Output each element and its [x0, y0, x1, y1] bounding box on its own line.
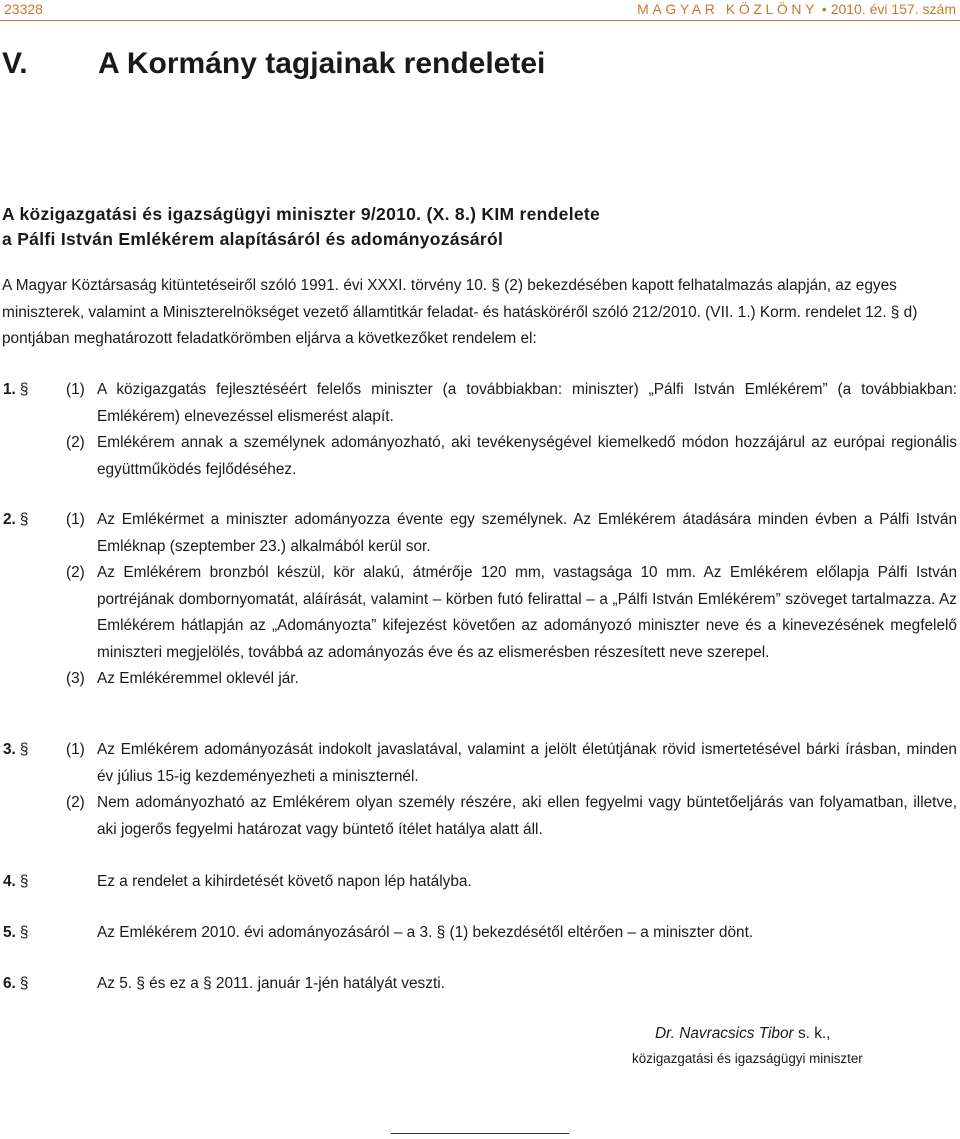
- section-heading: [0, 47, 960, 87]
- subsection-text: Az Emlékérem 2010. évi adományozásáról – a 3. § (1) bekezdésétől eltérően – a miniszter dönt.: [97, 924, 754, 941]
- paragraph-4: [0, 869, 960, 896]
- paragraph-1: [0, 377, 960, 483]
- header-rule: [0, 20, 960, 21]
- subsection: (2) Az Emlékérem bronzból készül, kör alakú, átmérője 120 mm, vastagsága 10 mm. Az Emlékérem előlapja Pálfi István portréjának dombornyomatát, aláírását, valamint – körben futó felirattal – a „Pálfi István Emlékérem” szöveget tartalmazza. Az Emlékérem hátlapján az „Adományozta” kifejezést követően az adományozó miniszter neve és a kinevezésének megfelelő miniszteri megjelölés, továbbá az adományozás éve és az elismerésben részesített neve szerepel.: [0, 560, 957, 666]
- signatory-role: közigazgatási és igazságügyi miniszter: [632, 1051, 863, 1066]
- subsection: (1) A közigazgatás fejlesztéséért felelős miniszter (a továbbiakban: miniszter) „Pálfi István Emlékérem” (a továbbiakban: Emlékérem) elnevezéssel elismerést alapít.: [0, 377, 957, 430]
- gazette-issue: [637, 1, 956, 17]
- signatory-name: Dr. Navracsics Tibor: [655, 1025, 794, 1042]
- paragraph-6: [0, 971, 960, 998]
- subsection-text: Ez a rendelet a kihirdetését követő napon lép hatályba.: [97, 873, 472, 890]
- page-header: [0, 0, 960, 22]
- section-number: V.: [2, 47, 28, 80]
- paragraph-3: [0, 737, 960, 843]
- subsection-text: Az Emlékérem bronzból készül, kör alakú, átmérője 120 mm, vastagsága 10 mm. Az Emlékérem előlapja Pálfi István portréjának dombornyomatát, aláírását, valamint – körben futó felirattal – a „Pálfi István Emlékérem” szöveget tartalmazza. Az Emlékérem hátlapján az „Adományozta” kifejezést követően az adományozó miniszter neve és a kinevezésének megfelelő miniszteri megjelölés, továbbá az adományozás éve és az elismerésben részesített neve szerepel.: [97, 564, 957, 661]
- subsection: (1) Az Emlékérmet a miniszter adományozza évente egy személynek. Az Emlékérem átadására minden évben a Pálfi István Emléknap (szeptember 23.) alkalmából kerül sor.: [0, 507, 957, 560]
- paragraph-2: [0, 507, 960, 693]
- paragraph-number: 2. §: [3, 511, 29, 528]
- subsection-text: Az Emlékéremmel oklevél jár.: [97, 670, 299, 687]
- paragraph-number: 4. §: [3, 873, 29, 890]
- subsection: (3) Az Emlékéremmel oklevél jár.: [0, 666, 957, 693]
- subsection: (2) Emlékérem annak a személynek adományozható, aki tevékenységével kiemelkedő módon hozzájárul az európai regionális együttműködés fejlődéséhez.: [0, 430, 957, 483]
- decree-title-line-2: a Pálfi István Emlékérem alapításáról és adományozásáról: [2, 229, 504, 249]
- subsection: [0, 920, 957, 947]
- paragraph-number: 6. §: [3, 975, 29, 992]
- decree-title: [2, 202, 952, 252]
- paragraph-number: 5. §: [3, 924, 29, 941]
- gazette-issue-number: 2010. évi 157. szám: [830, 1, 956, 17]
- decree-preamble: A Magyar Köztársaság kitüntetéseiről szóló 1991. évi XXXI. törvény 10. § (2) bekezdésében kapott felhatalmazás alapján, az egyes miniszterek, valamint a Miniszterelnökséget vezető államtitkár feladat- és hatásköréről szóló 212/2010. (VII. 1.) Korm. rendelet 12. § d) pontjában meghatározott feladatkörömben eljárva a következőket rendelem el:: [2, 277, 918, 347]
- subsection: [0, 971, 957, 998]
- subsection: [0, 869, 957, 896]
- paragraph-number: 3. §: [3, 741, 29, 758]
- paragraph-5: [0, 920, 960, 947]
- footer-rule: [391, 1133, 569, 1134]
- subsection-text: Nem adományozható az Emlékérem olyan személy részére, aki ellen fegyelmi vagy büntetőeljárás van folyamatban, illetve, aki jogerős fegyelmi határozat vagy büntető ítélet hatálya alatt áll.: [97, 794, 957, 838]
- paragraph-number: 1. §: [3, 381, 29, 398]
- gazette-name: MAGYAR KÖZLÖNY: [637, 1, 819, 17]
- signature-suffix: s. k.,: [793, 1025, 831, 1042]
- section-title: A Kormány tagjainak rendeletei: [98, 47, 546, 80]
- subsection-text: Emlékérem annak a személynek adományozható, aki tevékenységével kiemelkedő módon hozzájárul az európai regionális együttműködés fejlődéséhez.: [97, 434, 957, 478]
- subsection-text: Az Emlékérmet a miniszter adományozza évente egy személynek. Az Emlékérem átadására minden évben a Pálfi István Emléknap (szeptember 23.) alkalmából kerül sor.: [97, 511, 957, 555]
- signature: [655, 1025, 830, 1043]
- subsection-text: Az 5. § és ez a § 2011. január 1-jén hatályát veszti.: [97, 975, 445, 992]
- subsection: (1) Az Emlékérem adományozását indokolt javaslatával, valamint a jelölt életútjának rövid ismertetésével bárki írásban, minden év július 15-ig kezdeményezheti a miniszternél.: [0, 737, 957, 790]
- decree-title-line-1: A közigazgatási és igazságügyi miniszter 9/2010. (X. 8.) KIM rendelete: [2, 204, 601, 224]
- subsection: (2) Nem adományozható az Emlékérem olyan személy részére, aki ellen fegyelmi vagy büntetőeljárás van folyamatban, illetve, aki jogerős fegyelmi határozat vagy büntető ítélet hatálya alatt áll.: [0, 790, 957, 843]
- header-bullet: •: [821, 1, 827, 17]
- page-number: 23328: [4, 1, 43, 17]
- subsection-text: A közigazgatás fejlesztéséért felelős miniszter (a továbbiakban: miniszter) „Pálfi István Emlékérem” (a továbbiakban: Emlékérem) elnevezéssel elismerést alapít.: [97, 381, 957, 425]
- subsection-text: Az Emlékérem adományozását indokolt javaslatával, valamint a jelölt életútjának rövid ismertetésével bárki írásban, minden év július 15-ig kezdeményezheti a miniszternél.: [97, 741, 957, 785]
